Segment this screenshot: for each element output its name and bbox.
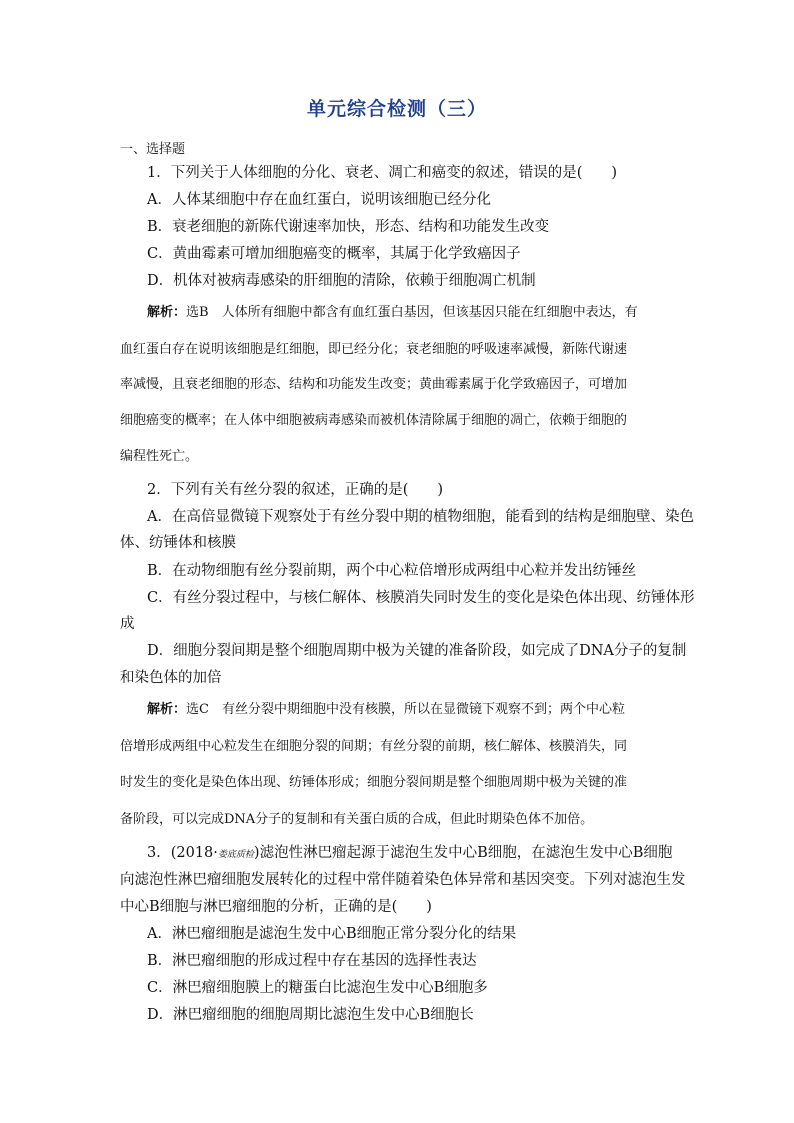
q1-analysis-line: 率减慢，且衰老细胞的形态、结构和功能发生改变；黄曲霉素属于化学致癌因子，可增加 <box>120 377 628 392</box>
q1-option-d: D．机体对被病毒感染的肝细胞的清除，依赖于细胞凋亡机制 <box>147 273 536 289</box>
q1-analysis-line: 细胞癌变的概率；在人体中细胞被病毒感染而被机体清除属于细胞的凋亡，依赖于细胞的 <box>120 413 628 428</box>
q2-analysis-line: 倍增形成两组中心粒发生在细胞分裂的间期；有丝分裂的前期，核仁解体、核膜消失，同 <box>120 739 628 754</box>
q2-stem: 2．下列有关有丝分裂的叙述，正确的是( ) <box>147 482 444 498</box>
q3-option-c: C．淋巴瘤细胞膜上的糖蛋白比滤泡生发中心B细胞多 <box>147 980 488 996</box>
q3-stem-cont: 向滤泡性淋巴瘤细胞发展转化的过程中常伴随着染色体异常和基因突变。下列对滤泡生发 <box>120 872 686 888</box>
section-heading: 一、选择题 <box>120 142 186 157</box>
q3-stem-line <box>147 843 672 865</box>
q3-option-b: B．淋巴瘤细胞的形成过程中存在基因的选择性表达 <box>147 953 477 969</box>
q2-analysis-line: 备阶段，可以完成DNA分子的复制和有关蛋白质的合成，但此时期染色体不加倍。 <box>120 812 594 827</box>
q3-stem-cont: 中心B细胞与淋巴瘤细胞的分析，正确的是( ) <box>120 899 432 915</box>
q2-option-b: B．在动物细胞有丝分裂前期，两个中心粒倍增形成两组中心粒并发出纺锤丝 <box>147 563 637 579</box>
q2-option-c: C．有丝分裂过程中，与核仁解体、核膜消失同时发生的变化是染色体出现、纺锤体形 <box>147 590 695 606</box>
q2-option-d: D．细胞分裂间期是整个细胞周期中极为关键的准备阶段，如完成了DNA分子的复制 <box>147 643 687 659</box>
q1-analysis-line: 编程性死亡。 <box>120 449 199 464</box>
q2-analysis-text: 选C 有丝分裂中期细胞中没有核膜，所以在显微镜下观察不到；两个中心粒 <box>186 702 625 717</box>
q3-source: 娄底质检 <box>217 850 254 860</box>
q1-option-b: B．衰老细胞的新陈代谢速率加快，形态、结构和功能发生改变 <box>147 219 550 235</box>
q2-analysis-line <box>147 700 625 720</box>
q2-option-c-cont: 成 <box>120 616 135 632</box>
q2-option-a-cont: 体、纺锤体和核膜 <box>120 535 236 551</box>
q2-option-d-cont: 和染色体的加倍 <box>120 670 222 686</box>
q1-option-a: A．人体某细胞中存在血红蛋白，说明该细胞已经分化 <box>147 192 491 208</box>
q2-option-a: A．在高倍显微镜下观察处于有丝分裂中期的植物细胞，能看到的结构是细胞壁、染色 <box>147 509 694 525</box>
q3-stem-text: )滤泡性淋巴瘤起源于滤泡生发中心B细胞，在滤泡生发中心B细胞 <box>253 845 673 861</box>
q3-option-a: A．淋巴瘤细胞是滤泡生发中心B细胞正常分裂分化的结果 <box>147 926 517 942</box>
q1-analysis-label: 解析： <box>147 305 187 320</box>
page-title: 单元综合检测（三） <box>306 98 487 120</box>
q1-analysis-line: 血红蛋白存在说明该细胞是红细胞，即已经分化；衰老细胞的呼吸速率减慢，新陈代谢速 <box>120 342 628 357</box>
q1-stem: 1．下列关于人体细胞的分化、衰老、凋亡和癌变的叙述，错误的是( ) <box>147 165 618 181</box>
q3-stem-prefix: 3．(2018· <box>147 845 218 861</box>
q1-analysis-text: 选B 人体所有细胞中都含有血红蛋白基因，但该基因只能在红细胞中表达，有 <box>186 305 638 320</box>
q3-option-d: D．淋巴瘤细胞的细胞周期比滤泡生发中心B细胞长 <box>147 1007 474 1023</box>
q2-analysis-label: 解析： <box>147 702 187 717</box>
q1-analysis-line <box>147 303 638 323</box>
q2-analysis-line: 时发生的变化是染色体出现、纺锤体形成；细胞分裂间期是整个细胞周期中极为关键的准 <box>120 775 628 790</box>
q1-option-c: C．黄曲霉素可增加细胞癌变的概率，其属于化学致癌因子 <box>147 246 521 262</box>
